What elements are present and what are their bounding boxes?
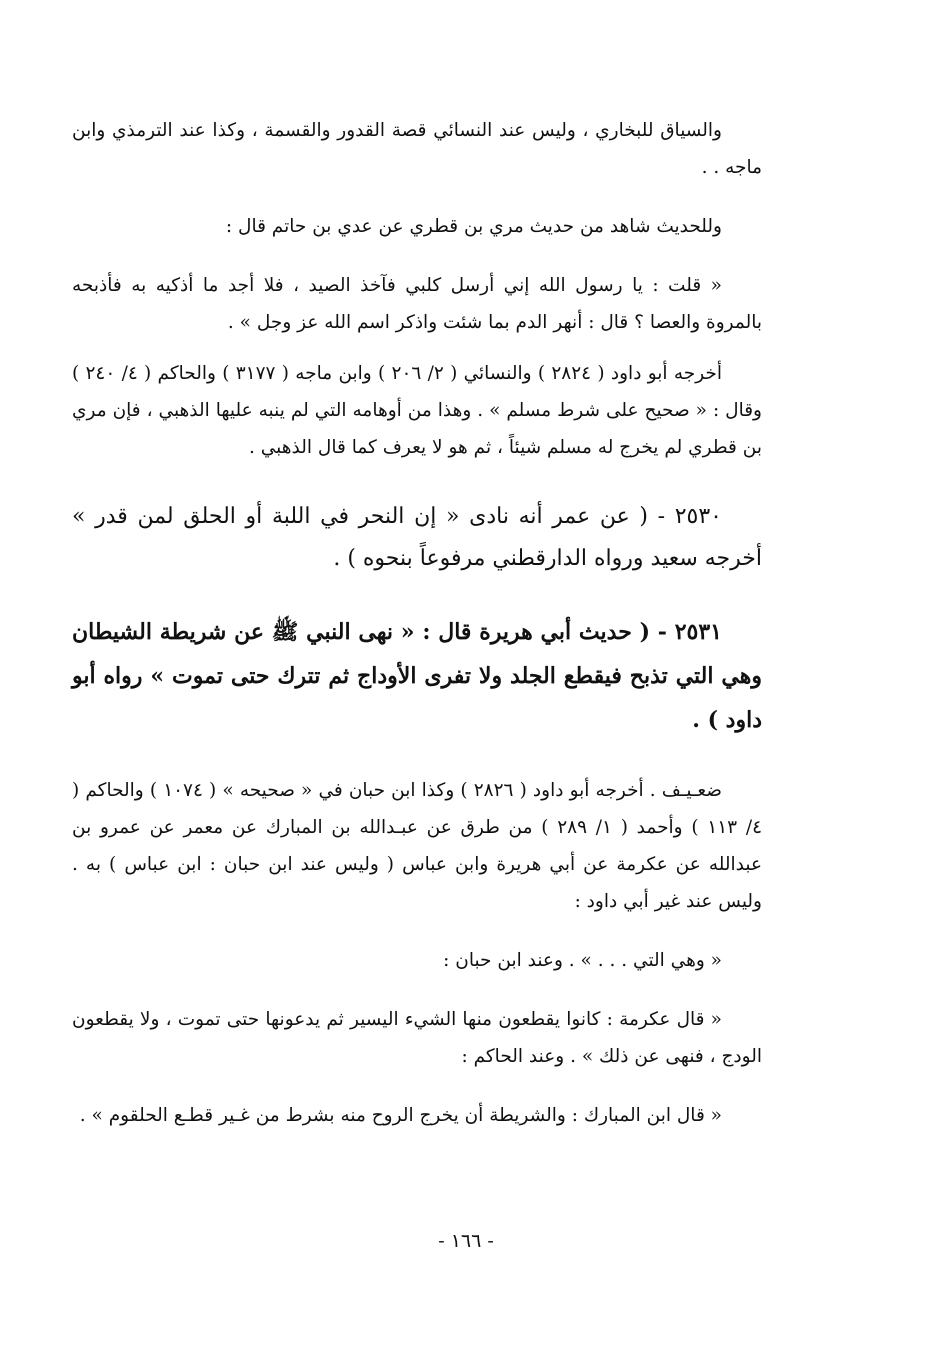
paragraph-9: « قال عكرمة : كانوا يقطعون منها الشيء اليسير ثم يدعونها حتى تموت ، ولا يقطعون الودج ، فنهى عن ذلك » . وعند الحاكم :	[72, 1009, 762, 1067]
paragraph-10: « قال ابن المبارك : والشريطة أن يخرج الروح منه بشرط من غـير قطـع الحلقوم » .	[79, 1105, 722, 1126]
paragraph-7: ضعـيـف . أخرجه أبو داود ( ٢٨٢٦ ) وكذا ابن حبان في « صحيحه » ( ١٠٧٤ ) والحاكم ( ٤/ ١١٣ ) وأحمد ( ١/ ٢٨٩ ) من طرق عن عبـدالله بن المبارك عن معمر عن عمرو بن عبدالله عن عكرمة عن أبي هريرة وابن عباس ( وليس عند ابن حبان : ابن عباس ) به . وليس عند غير أبي داود :	[72, 780, 763, 912]
page-number: - ١٦٦ -	[438, 1230, 494, 1252]
paragraph-8: « وهي التي . . . » . وعند ابن حبان :	[443, 950, 722, 971]
hadith-2531: ٢٥٣١ - ( حديث أبي هريرة قال : « نهى النبي ﷺ عن شريطة الشيطان وهي التي تذبح فيقطع الجلد ولا تفرى الأوداج ثم تترك حتى تموت » رواه أبو داود ) .	[72, 619, 762, 733]
page-body	[72, 112, 762, 1134]
paragraph-3: « قلت : يا رسول الله إني أرسل كلبي فآخذ الصيد ، فلا أجد ما أذكيه به فأذبحه بالمروة والعصا ؟ قال : أنهر الدم بما شئت واذكر اسم الله عز وجل » .	[72, 275, 762, 333]
paragraph-4: أخرجه أبو داود ( ٢٨٢٤ ) والنسائي ( ٢/ ٢٠٦ ) وابن ماجه ( ٣١٧٧ ) والحاكم ( ٤/ ٢٤٠ ) وقال : « صحيح على شرط مسلم » . وهذا من أوهامه التي لم ينبه عليها الذهبي ، فإن مري بن قطري لم يخرج له مسلم شيئاً ، ثم هو لا يعرف كما قال الذهبي .	[72, 363, 762, 458]
hadith-2530: ٢٥٣٠ - ( عن عمر أنه نادى « إن النحر في اللبة أو الحلق لمن قدر » أخرجه سعيد ورواه الدارقطني مرفوعاً بنحوه ) .	[72, 504, 762, 571]
paragraph-2: وللحديث شاهد من حديث مري بن قطري عن عدي بن حاتم قال :	[225, 216, 722, 237]
paragraph-1: والسياق للبخاري ، وليس عند النسائي قصة القدور والقسمة ، وكذا عند الترمذي وابن ماجه . .	[72, 120, 762, 178]
